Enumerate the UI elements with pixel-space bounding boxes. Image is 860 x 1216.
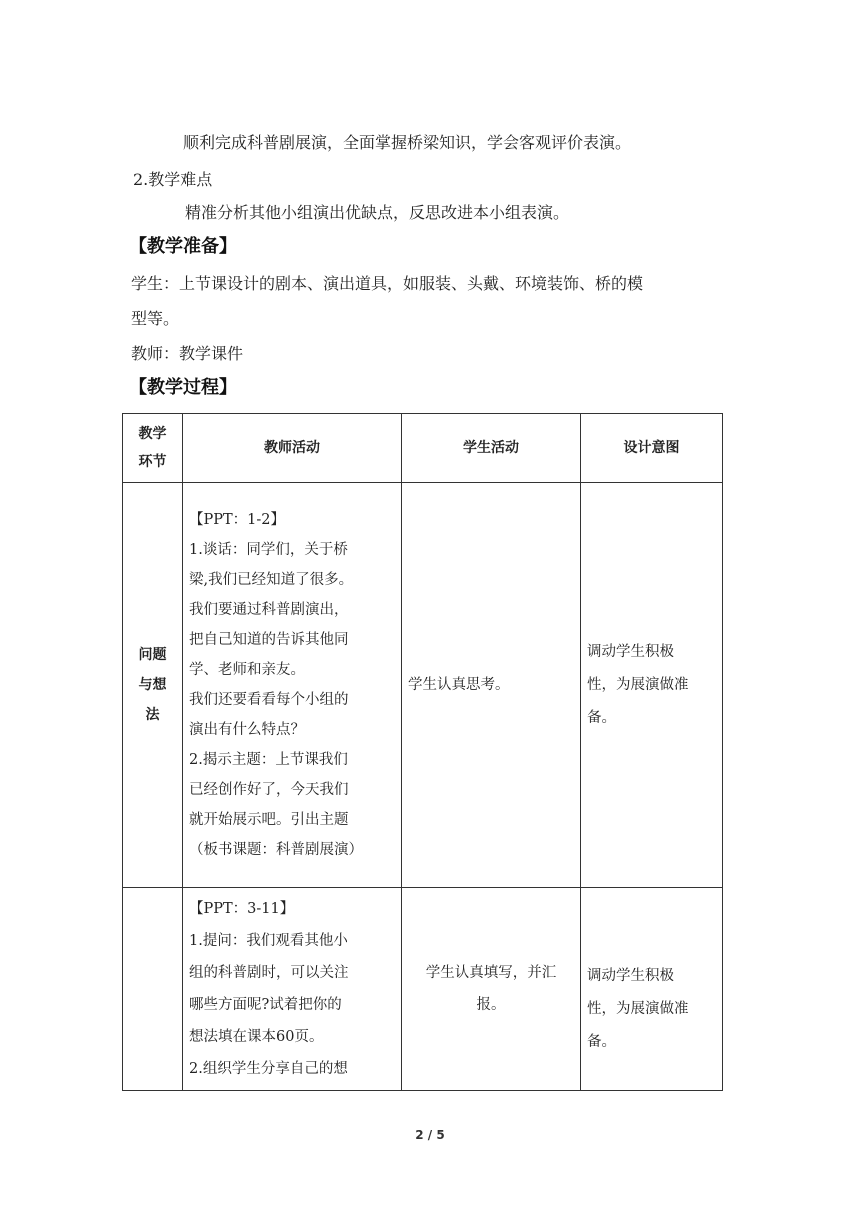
- teacher-line: 我们还要看看每个小组的: [189, 692, 349, 708]
- header-student: 学生活动: [402, 414, 581, 483]
- student-activity-cell: [402, 483, 581, 888]
- header-stage-line2: 环节: [138, 454, 167, 470]
- stage-cell: [123, 483, 183, 888]
- teacher-line: 1.提问：我们观看其他小: [189, 933, 348, 949]
- teacher-line: （板书课题：科普剧展演）: [189, 842, 363, 858]
- stage-line: 法: [145, 707, 160, 723]
- prep-teacher: 教师：教学课件: [131, 344, 244, 363]
- teacher-line: 演出有什么特点？: [189, 722, 305, 738]
- teacher-line: 想法填在课本60页。: [189, 1029, 324, 1045]
- student-line: 学生认真填写，并汇: [425, 965, 557, 981]
- table-row: [123, 483, 723, 888]
- stage-line: 与想: [138, 677, 167, 693]
- teacher-line: 就开始展示吧。引出主题: [189, 812, 349, 828]
- teacher-line: 哪些方面呢?试着把你的: [189, 997, 342, 1013]
- prep-students-line1: 学生：上节课设计的剧本、演出道具，如服装、头戴、环境装饰、桥的模: [131, 274, 644, 293]
- teacher-line: 我们要通过科普剧演出，: [189, 602, 349, 618]
- stage-cell: [123, 888, 183, 1091]
- design-intent-cell: [581, 483, 723, 888]
- intent-line: 性，为展演做准: [587, 676, 689, 693]
- difficulty-text: 精准分析其他小组演出优缺点，反思改进本小组表演。: [185, 203, 570, 222]
- intent-line: 备。: [587, 1033, 616, 1050]
- teacher-line: 2.揭示主题：上节课我们: [189, 752, 348, 768]
- header-intent: 设计意图: [581, 414, 723, 483]
- teacher-line: 把自己知道的告诉其他同: [189, 632, 349, 648]
- design-intent-cell: [581, 888, 723, 1091]
- teacher-activity-cell: [183, 483, 402, 888]
- teacher-line: 已经创作好了，今天我们: [189, 782, 349, 798]
- table-header-row: [123, 414, 723, 483]
- teacher-line: 【PPT：1-2】: [189, 512, 286, 528]
- teacher-line: 2.组织学生分享自己的想: [189, 1061, 348, 1077]
- teacher-line: 1.谈话：同学们，关于桥: [189, 542, 348, 558]
- teacher-line: 学、老师和亲友。: [189, 662, 305, 678]
- student-line: 学生认真思考。: [408, 677, 510, 693]
- header-teacher: 教师活动: [183, 414, 402, 483]
- prep-students-line2: 型等。: [131, 309, 180, 328]
- header-stage-line1: 教学: [138, 426, 167, 442]
- stage-line: 问题: [138, 647, 167, 663]
- teacher-line: 组的科普剧时，可以关注: [189, 965, 349, 981]
- student-line: 报。: [476, 997, 506, 1013]
- header-stage: [123, 414, 183, 483]
- page-number: 2 / 5: [415, 1128, 445, 1142]
- intent-line: 调动学生积极: [587, 967, 674, 984]
- table-row: [123, 888, 723, 1091]
- goal-text: 顺利完成科普剧展演，全面掌握桥梁知识，学会客观评价表演。: [183, 133, 632, 152]
- process-heading: 【教学过程】: [129, 377, 237, 398]
- prep-heading: 【教学准备】: [129, 236, 237, 257]
- difficulty-heading: 2.教学难点: [133, 170, 213, 189]
- teacher-line: 【PPT：3-11】: [189, 901, 295, 917]
- intent-line: 性，为展演做准: [587, 1000, 689, 1017]
- intent-line: 备。: [587, 709, 616, 726]
- teacher-line: 梁,我们已经知道了很多。: [189, 572, 354, 588]
- intent-line: 调动学生积极: [587, 643, 674, 660]
- student-activity-cell: [402, 888, 581, 1091]
- process-table: [122, 413, 723, 1091]
- teacher-activity-cell: [183, 888, 402, 1091]
